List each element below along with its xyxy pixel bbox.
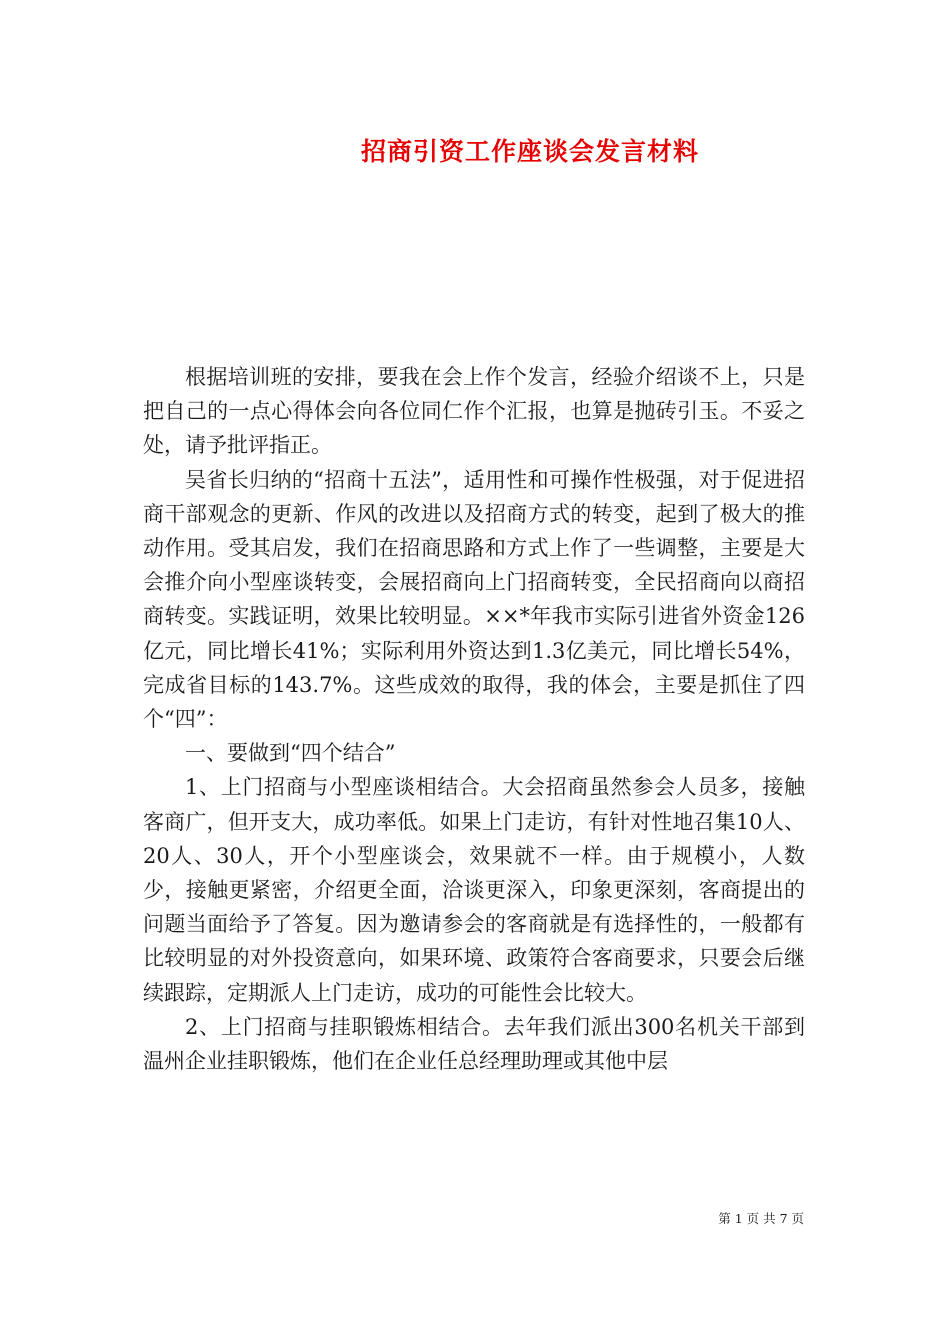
page-footer: 第 1 页 共 7 页 [718, 1211, 804, 1226]
section-heading: 一、要做到“四个结合” [185, 741, 396, 766]
paragraph-intro: 根据培训班的安排，要我在会上作个发言，经验介绍谈不上，只是把自己的一点心得体会向各位同仁作个汇报，也算是抛砖引玉。不妥之处，请予批评指正。 [143, 365, 805, 458]
document-body [143, 360, 805, 1078]
paragraph-summary: 吴省长归纳的“招商十五法”，适用性和可操作性极强，对于促进招商干部观念的更新、作风的改进以及招商方式的转变，起到了极大的推动作用。受其启发，我们在招商思路和方式上作了一些调整，主要是大会推介向小型座谈转变，会展招商向上门招商转变，全民招商向以商招商转变。实践证明，效果比较明显。××*年我市实际引进省外资金126亿元，同比增长41%；实际利用外资达到1.3亿美元，同比增长54%，完成省目标的143.7%。这些成效的取得，我的体会，主要是抓住了四个“四”： [143, 467, 805, 732]
paragraph-item-1: 1、上门招商与小型座谈相结合。大会招商虽然参会人员多，接触客商广，但开支大，成功率低。如果上门走访，有针对性地召集10人、20人、30人，开个小型座谈会，效果就不一样。由于规模小，人数少，接触更紧密，介绍更全面，洽谈更深入，印象更深刻，客商提出的问题当面给予了答复。因为邀请参会的客商就是有选择性的，一般都有比较明显的对外投资意向，如果环境、政策符合客商要求，只要会后继续跟踪，定期派人上门走访，成功的可能性会比较大。 [143, 775, 805, 1005]
document-title: 招商引资工作座谈会发言材料 [360, 137, 699, 166]
paragraph-item-2: 2、上门招商与挂职锻炼相结合。去年我们派出300名机关干部到温州企业挂职锻炼，他们在企业任总经理助理或其他中层 [143, 1014, 805, 1074]
